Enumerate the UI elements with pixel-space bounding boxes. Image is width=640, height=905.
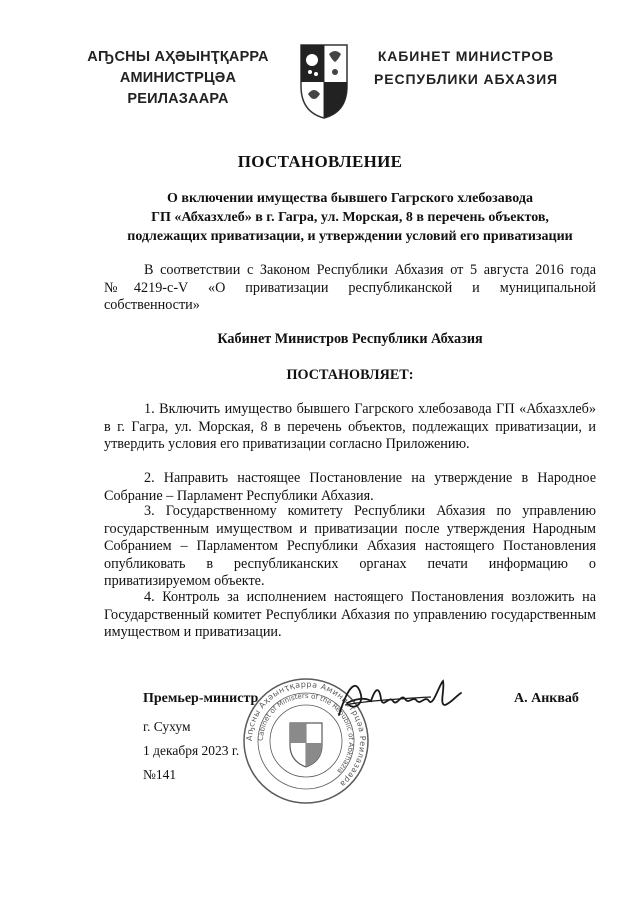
header-left-institution	[78, 47, 278, 110]
document-number: №141	[143, 767, 177, 782]
header-right-line1: КАБИНЕТ МИНИСТРОВ	[377, 48, 555, 64]
stamp-inner-text: Cabinet of Ministers of the Republic of Abkhazia	[256, 691, 356, 776]
list-item	[104, 503, 596, 591]
header-left-line1: АҦСНЫ АҲӘЫНҬҚАРРА	[87, 49, 269, 65]
document-date: 1 декабря 2023 г.	[143, 743, 240, 758]
header-right-institution	[366, 45, 566, 91]
item-2-text: 2. Направить настоящее Постановление на утверждение в Народное Собрание – Парламент Республики Абхазия.	[104, 470, 596, 504]
issuer-heading: Кабинет Министров Республики Абхазия	[217, 331, 483, 347]
header-right-line2: РЕСПУБЛИКИ АБХАЗИЯ	[373, 71, 559, 87]
handwritten-signature-icon	[335, 675, 465, 725]
coat-of-arms-icon	[298, 42, 350, 120]
subject-line-2: ГП «Абхазхлеб» в г. Гагра, ул. Морская, 8 в перечень объектов,	[151, 210, 549, 225]
item-3-text: 3. Государственному комитету Республики Абхазия по управлению государственным имуществом и приватизации после утверждения Народным Собранием – Парламентом Республики Абхазия настоящего Постановления опубликовать в республиканских органах печати информацию о приватизируемом объекте.	[104, 503, 596, 589]
subject-line-3: подлежащих приватизации, и утверждении условий его приватизации	[127, 229, 573, 244]
document-subject	[100, 189, 600, 246]
list-item	[104, 470, 596, 505]
document-title: ПОСТАНОВЛЕНИЕ	[237, 152, 403, 171]
header-left-line2: АМИНИСТРЦӘА РЕИЛАЗААРА	[119, 70, 237, 107]
item-1-text: 1. Включить имущество бывшего Гагрского хлебозавода ГП «Абхазхлеб» в г. Гагра, ул. Морская, 8 в перечень объектов, подлежащих приватизации, и утвердить условия его приватизации согласно Приложению.	[104, 401, 596, 452]
item-4-text: 4. Контроль за исполнением настоящего Постановления возложить на Государственный комитет Республики Абхазия по управлению государственным имуществом и приватизации.	[104, 589, 596, 640]
list-item	[104, 589, 596, 642]
signatory-name: А. Анкваб	[514, 691, 579, 706]
list-item	[104, 401, 596, 454]
signatory-role: Премьер-министр	[143, 691, 259, 706]
resolves-heading: ПОСТАНОВЛЯЕТ:	[286, 367, 414, 383]
preamble-paragraph	[104, 262, 596, 315]
preamble-text: В соответствии с Законом Республики Абхазия от 5 августа 2016 года №4219-с-V «О приватизации республиканской и муниципальной собственности»	[104, 262, 596, 313]
document-place: г. Сухум	[143, 719, 191, 734]
stamp-outer-text: Аҧсны Аҳәынҭқарра Аминистрцәа Реилазаара	[244, 679, 368, 789]
subject-line-1: О включении имущества бывшего Гагрского хлебозавода	[167, 191, 533, 206]
